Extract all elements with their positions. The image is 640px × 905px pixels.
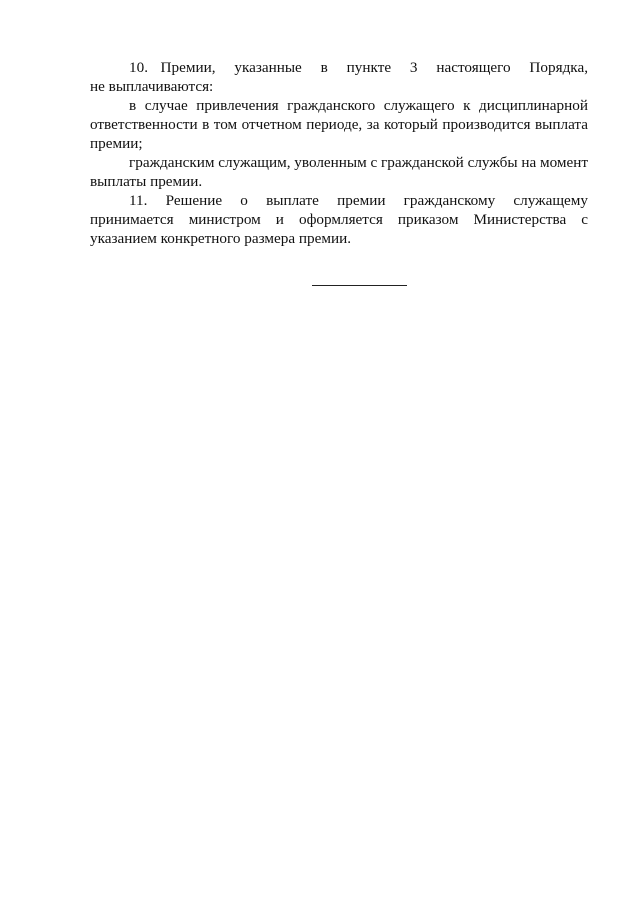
paragraph-10-case-disciplinary: в случае привлечения гражданского служащего к дисциплинарной ответственности в том отчетном периоде, за который производится выплата премии;	[90, 97, 588, 152]
paragraph-10-case-dismissed: гражданским служащим, уволенным с гражданской службы на момент выплаты премии.	[90, 154, 589, 190]
end-of-document-line	[312, 285, 407, 286]
paragraph-10-heading: 10. Премии, указанные в пункте 3 настоящего Порядка,	[129, 59, 588, 76]
document-body	[90, 58, 588, 248]
paragraph-10-continuation: не выплачиваются:	[90, 78, 214, 95]
paragraph-11: 11. Решение о выплате премии гражданскому служащему принимается министром и оформляется приказом Министерства с указанием конкретного размера премии.	[90, 192, 588, 247]
